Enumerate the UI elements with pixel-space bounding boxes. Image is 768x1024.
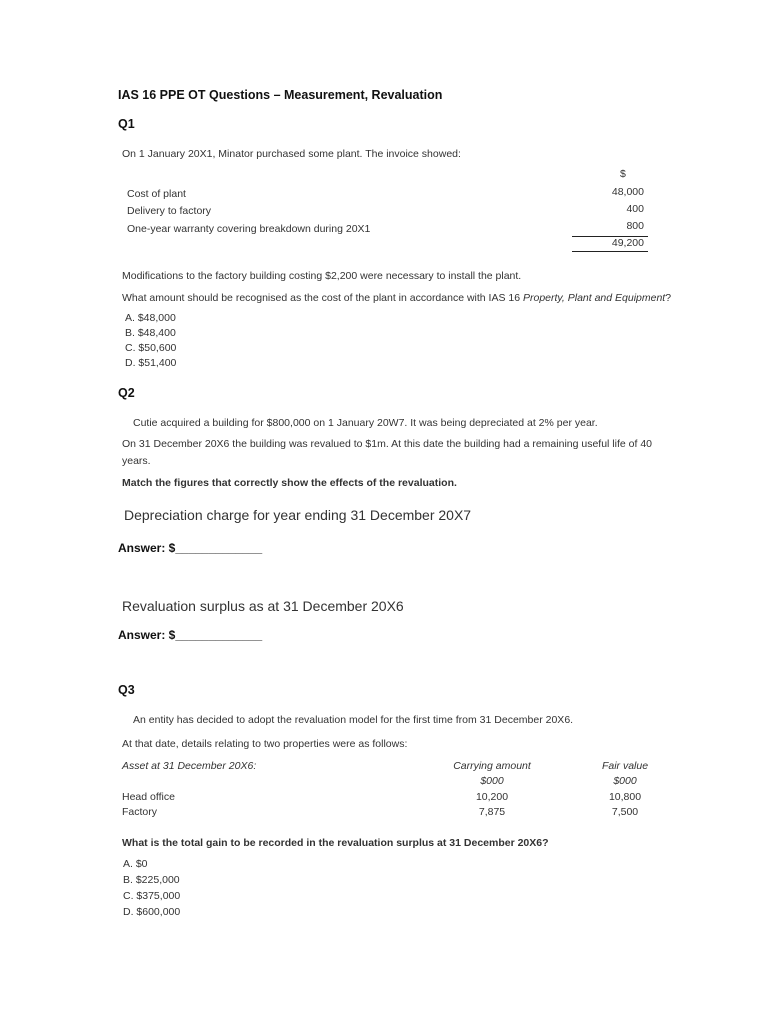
q3-row-carrying: 10,200 — [475, 791, 509, 803]
q1-question-mark: ? — [665, 292, 672, 304]
q1-total-rule-bottom — [572, 251, 648, 252]
q2-line: Cutie acquired a building for $800,000 on 1 January 20W7. It was being depreciated at 2% per year. — [133, 417, 598, 429]
q3-line: An entity has decided to adopt the revaluation model for the first time from 31 December 20X6. — [133, 714, 574, 726]
q3-row-fair: 10,800 — [608, 791, 642, 803]
q3-line: At that date, details relating to two properties were as follows: — [122, 738, 408, 750]
q1-option: A. $48,000 — [125, 312, 176, 324]
q3-col-carrying-unit: $000 — [480, 775, 504, 787]
q1-modifications: Modifications to the factory building costing $2,200 were necessary to install the plant. — [122, 270, 522, 282]
q3-heading: Q3 — [118, 683, 135, 697]
q1-total: 49,200 — [611, 237, 644, 249]
q1-question — [122, 292, 671, 304]
q3-question: What is the total gain to be recorded in the revaluation surplus at 31 December 20X6? — [122, 837, 549, 849]
q1-item-amount: 400 — [626, 203, 644, 215]
q1-item-label: Delivery to factory — [127, 205, 212, 217]
q3-option: C. $375,000 — [123, 890, 181, 902]
document-title: IAS 16 PPE OT Questions – Measurement, Revaluation — [118, 88, 443, 102]
q1-option: B. $48,400 — [125, 327, 176, 339]
q3-row-fair: 7,500 — [611, 806, 639, 818]
q2-answer-depreciation: Answer: $_____________ — [118, 541, 263, 555]
q1-intro: On 1 January 20X1, Minator purchased some plant. The invoice showed: — [122, 148, 461, 160]
q1-option: D. $51,400 — [125, 357, 177, 369]
q3-row-asset: Head office — [122, 791, 175, 803]
q3-row-asset: Factory — [122, 806, 158, 818]
q1-question-text: What amount should be recognised as the cost of the plant in accordance with IAS 16 — [122, 292, 523, 304]
q1-question-standard: Property, Plant and Equipment — [523, 292, 666, 304]
q1-item-label: One-year warranty covering breakdown during 20X1 — [127, 223, 371, 235]
q3-col-fair: Fair value — [601, 760, 649, 772]
q2-heading: Q2 — [118, 386, 135, 400]
q1-item-label: Cost of plant — [127, 188, 186, 200]
q3-col-carrying: Carrying amount — [453, 760, 531, 772]
q3-option: A. $0 — [123, 858, 148, 870]
q1-heading: Q1 — [118, 117, 135, 131]
q1-option: C. $50,600 — [125, 342, 177, 354]
q3-option: D. $600,000 — [123, 906, 181, 918]
q2-instruction: Match the figures that correctly show the effects of the revaluation. — [122, 477, 457, 489]
q2-part-surplus: Revaluation surplus as at 31 December 20X6 — [122, 598, 404, 614]
q2-line: years. — [122, 455, 151, 467]
q1-currency: $ — [620, 168, 626, 180]
q3-option: B. $225,000 — [123, 874, 180, 886]
q2-part-depreciation: Depreciation charge for year ending 31 December 20X7 — [124, 507, 472, 523]
q3-col-asset: Asset at 31 December 20X6: — [122, 760, 257, 772]
q2-answer-surplus: Answer: $_____________ — [118, 628, 263, 642]
q1-item-amount: 48,000 — [611, 186, 644, 198]
q2-line: On 31 December 20X6 the building was revalued to $1m. At this date the building had a remaining useful life of 40 — [122, 438, 652, 450]
q1-item-amount: 800 — [626, 220, 644, 232]
q3-col-fair-unit: $000 — [613, 775, 637, 787]
q3-row-carrying: 7,875 — [478, 806, 506, 818]
